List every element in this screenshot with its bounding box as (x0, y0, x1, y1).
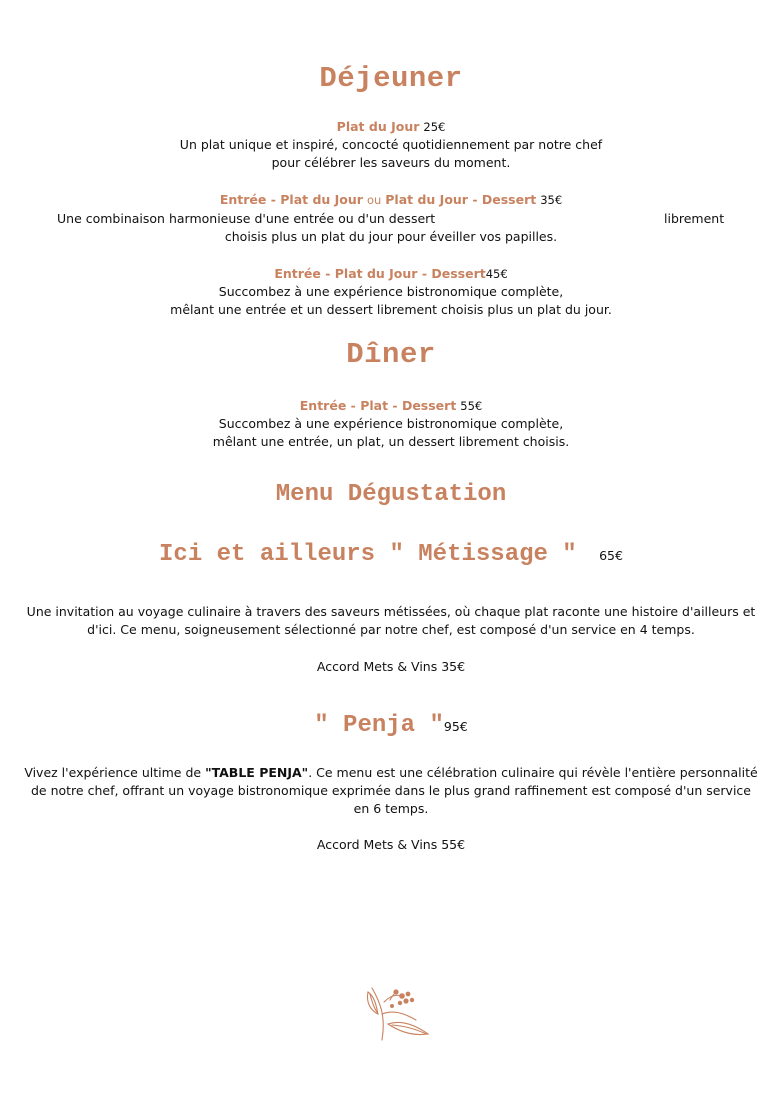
plat-du-jour-desc-2: pour célébrer les saveurs du moment. (271, 155, 511, 170)
penja-desc-1-pre: Vivez l'expérience ultime de (24, 765, 206, 780)
penja-title: " Penja " (314, 712, 444, 739)
formule-2-desc-2: choisis plus un plat du jour pour éveiller vos papilles. (224, 229, 558, 244)
penja-accord: Accord Mets & Vins 55€ (316, 837, 466, 852)
formule-2-desc-1b: librement (664, 211, 725, 226)
penja-desc-2: de notre chef, offrant un voyage bistronomique exprimée dans le plus grand raffinement est composé d'un service (30, 783, 751, 798)
formule-3-heading (0, 265, 782, 283)
leaf-berry-branch-icon (362, 984, 434, 1044)
metissage-heading (0, 541, 782, 568)
formule-2-ou: ou (366, 193, 382, 207)
plat-du-jour-price: 25€ (423, 120, 446, 134)
penja-desc-3: en 6 temps. (353, 801, 429, 816)
diner-formule-desc-1: Succombez à une expérience bistronomique complète, (218, 416, 564, 431)
formule-2-name-b: Plat du Jour - Dessert (385, 192, 537, 207)
penja-desc-1-bold: "TABLE PENJA" (205, 765, 309, 780)
dejeuner-title: Déjeuner (319, 62, 463, 95)
formule-2-name-a: Entrée - Plat du Jour (219, 192, 363, 207)
plat-du-jour-desc-1: Un plat unique et inspiré, concocté quotidiennement par notre chef (179, 137, 603, 152)
formule-3-name: Entrée - Plat du Jour - Dessert (274, 266, 486, 281)
metissage-desc-1: Une invitation au voyage culinaire à travers des saveurs métissées, où chaque plat raconte une histoire d'ailleurs et (26, 604, 756, 619)
penja-desc-1-post: . Ce menu est une célébration culinaire qui révèle l'entière personnalité (308, 765, 758, 780)
penja-desc-1 (0, 764, 782, 782)
formule-3-price: 45€ (485, 267, 508, 281)
diner-formule-heading (0, 397, 782, 415)
metissage-title: Ici et ailleurs " Métissage " (159, 541, 577, 568)
penja-heading (0, 712, 782, 739)
metissage-price: 65€ (599, 548, 623, 563)
formule-3-desc-2: mêlant une entrée et un dessert librement choisis plus un plat du jour. (170, 302, 612, 317)
metissage-accord: Accord Mets & Vins 35€ (316, 659, 466, 674)
formule-3-desc-1: Succombez à une expérience bistronomique complète, (218, 284, 564, 299)
plat-du-jour-name: Plat du Jour (336, 119, 420, 134)
penja-price: 95€ (443, 719, 468, 734)
diner-formule-price: 55€ (460, 399, 483, 413)
formule-2-price: 35€ (540, 193, 563, 207)
diner-formule-name: Entrée - Plat - Dessert (299, 398, 457, 413)
diner-title: Dîner (346, 338, 436, 371)
formule-2-heading (0, 191, 782, 209)
formule-2-desc-1a: Une combinaison harmonieuse d'une entrée ou d'un dessert (57, 211, 436, 226)
diner-formule-desc-2: mêlant une entrée, un plat, un dessert librement choisis. (212, 434, 570, 449)
degustation-title: Menu Dégustation (275, 481, 507, 508)
metissage-desc-2: d'ici. Ce menu, soigneusement sélectionné par notre chef, est composé d'un service en 4 temps. (87, 622, 695, 637)
plat-du-jour-heading (0, 118, 782, 136)
